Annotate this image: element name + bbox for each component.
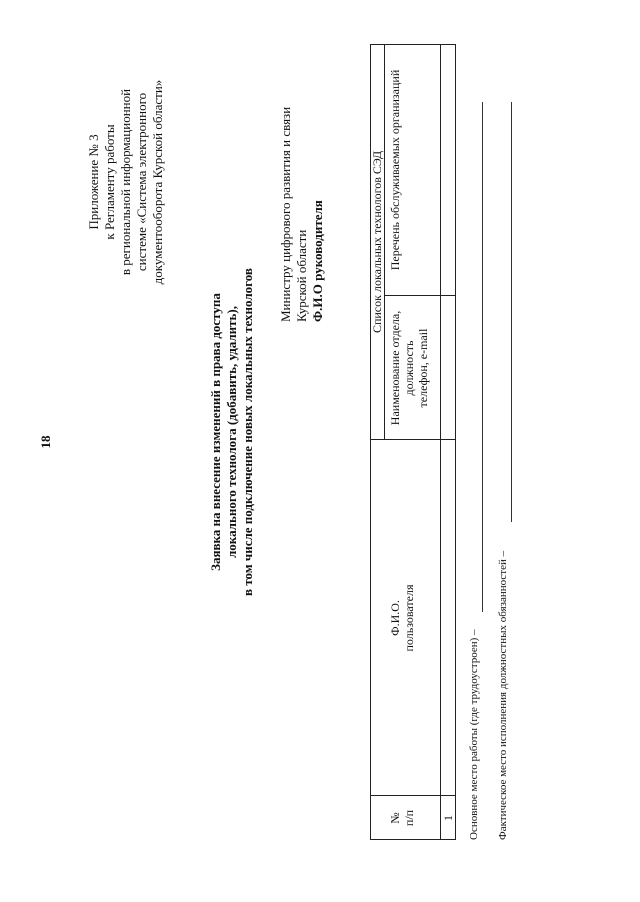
appendix-line: документооборота Курской области» xyxy=(150,79,165,285)
appendix-line: системе «Система электронного xyxy=(134,92,149,272)
appendix-line: Приложение № 3 xyxy=(86,134,101,230)
title-line: локального технолога (добавить, удалить), xyxy=(224,305,239,559)
document-title xyxy=(208,222,256,642)
actual-workplace-fill-line xyxy=(511,102,512,522)
appendix-line: в региональной информационной xyxy=(118,88,133,276)
appendix-note xyxy=(86,22,166,342)
technologists-table xyxy=(370,44,456,840)
addressee-block xyxy=(278,22,326,322)
group-header: Список локальных технологов СЭД xyxy=(370,150,384,334)
title-line: Заявка на внесение изменений в права доступа xyxy=(208,293,223,571)
col-header-department: Наименование отдела, должность телефон, e-mail xyxy=(388,310,430,426)
page-number: 18 xyxy=(38,435,53,449)
title-line: в том числе подключение новых локальных технологов xyxy=(240,268,255,596)
row-number-cell: 1 xyxy=(441,815,455,821)
main-workplace-label: Основное место работы (где трудоустроен) – xyxy=(468,629,480,840)
addressee-region: Курской области xyxy=(294,229,309,322)
col-header-name: Ф.И.О. пользователя xyxy=(388,584,416,652)
actual-workplace-label: Фактическое место исполнения должностных обязанностей – xyxy=(497,550,509,840)
col-header-organizations: Перечень обслуживаемых организаций xyxy=(388,69,402,271)
col-header-number: № п/п xyxy=(388,809,416,827)
addressee-name: Ф.И.О руководителя xyxy=(310,200,325,322)
main-workplace-fill-line xyxy=(482,102,483,612)
appendix-line: к Регламенту работы xyxy=(102,124,117,240)
addressee-position: Министру цифрового развития и связи xyxy=(278,106,293,322)
